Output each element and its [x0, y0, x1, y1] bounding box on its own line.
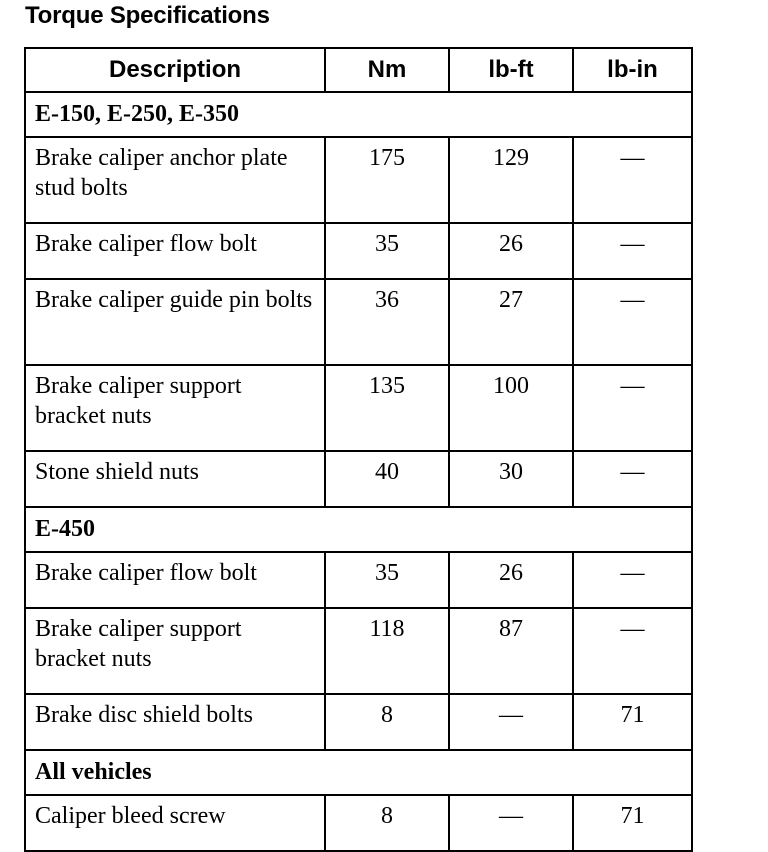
column-header-lb-in: lb-in [573, 48, 692, 92]
row-nm: 8 [325, 795, 449, 851]
column-header-nm: Nm [325, 48, 449, 92]
row-nm: 135 [325, 365, 449, 451]
row-lb-ft: 100 [449, 365, 573, 451]
group-row [25, 92, 692, 137]
row-lb-ft: 26 [449, 223, 573, 279]
table-row [25, 694, 692, 750]
table-row [25, 137, 692, 223]
row-lb-ft: 26 [449, 552, 573, 608]
row-lb-ft: 129 [449, 137, 573, 223]
row-description: Brake caliper anchor plate stud bolts [25, 137, 325, 223]
row-description: Caliper bleed screw [25, 795, 325, 851]
group-heading: All vehicles [25, 750, 692, 795]
table-row [25, 451, 692, 507]
row-lb-ft: 87 [449, 608, 573, 694]
row-description: Brake caliper flow bolt [25, 223, 325, 279]
row-lb-in: 71 [573, 694, 692, 750]
row-description: Brake caliper support bracket nuts [25, 365, 325, 451]
row-nm: 175 [325, 137, 449, 223]
row-lb-in: — [573, 552, 692, 608]
row-nm: 35 [325, 223, 449, 279]
table-header-row [25, 48, 692, 92]
page-title: Torque Specifications [25, 2, 270, 29]
row-nm: 36 [325, 279, 449, 365]
row-nm: 8 [325, 694, 449, 750]
row-lb-ft: — [449, 694, 573, 750]
row-lb-ft: 30 [449, 451, 573, 507]
row-nm: 35 [325, 552, 449, 608]
group-heading: E-450 [25, 507, 692, 552]
table-row [25, 795, 692, 851]
row-description: Brake caliper support bracket nuts [25, 608, 325, 694]
group-heading: E-150, E-250, E-350 [25, 92, 692, 137]
torque-spec-table [24, 47, 693, 852]
table-row [25, 552, 692, 608]
row-nm: 118 [325, 608, 449, 694]
column-header-lb-ft: lb-ft [449, 48, 573, 92]
column-header-description: Description [25, 48, 325, 92]
table-row [25, 365, 692, 451]
row-lb-in: — [573, 279, 692, 365]
table-row [25, 279, 692, 365]
group-row [25, 750, 692, 795]
row-lb-ft: — [449, 795, 573, 851]
row-lb-in: 71 [573, 795, 692, 851]
row-description: Brake disc shield bolts [25, 694, 325, 750]
row-lb-in: — [573, 223, 692, 279]
row-description: Brake caliper flow bolt [25, 552, 325, 608]
row-description: Brake caliper guide pin bolts [25, 279, 325, 365]
row-lb-in: — [573, 451, 692, 507]
row-nm: 40 [325, 451, 449, 507]
table-row [25, 608, 692, 694]
table-row [25, 223, 692, 279]
row-lb-in: — [573, 608, 692, 694]
row-lb-ft: 27 [449, 279, 573, 365]
group-row [25, 507, 692, 552]
row-description: Stone shield nuts [25, 451, 325, 507]
row-lb-in: — [573, 365, 692, 451]
row-lb-in: — [573, 137, 692, 223]
